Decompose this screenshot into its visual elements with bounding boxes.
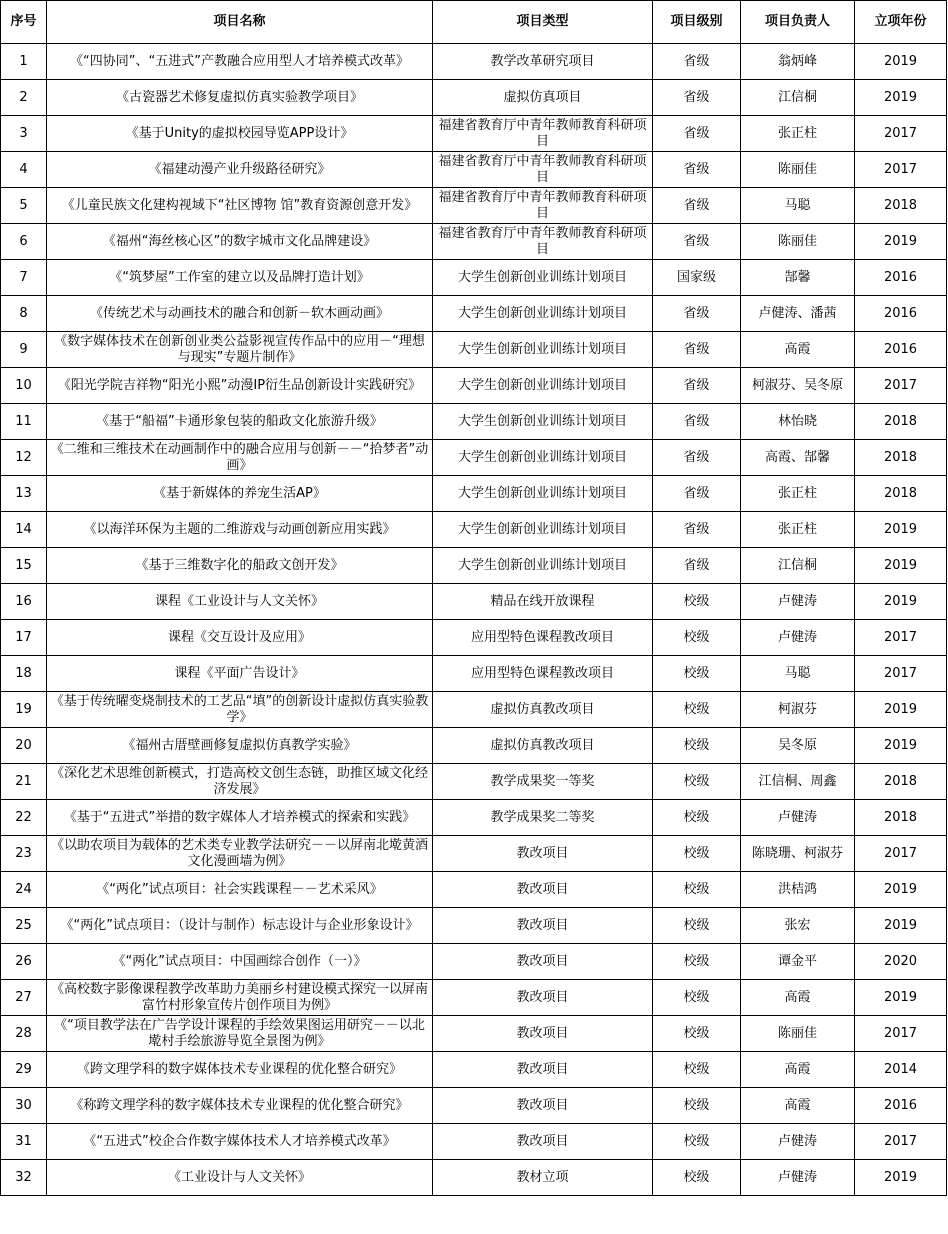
cell-project-level: 校级 (653, 656, 741, 692)
cell-project-type: 福建省教育厅中青年教师教育科研项目 (433, 224, 653, 260)
cell-project-name: 《以助农项目为载体的艺术类专业教学法研究－－以屏南北墘黄酒文化漫画墙为例》 (47, 836, 433, 872)
table-row (1, 764, 947, 800)
cell-project-name: 《阳光学院吉祥物“阳光小熙”动漫IP衍生品创新设计实践研究》 (47, 368, 433, 404)
cell-index: 9 (1, 332, 47, 368)
header-project-name: 项目名称 (47, 1, 433, 44)
cell-project-level: 校级 (653, 1016, 741, 1052)
cell-project-level: 校级 (653, 944, 741, 980)
cell-index: 12 (1, 440, 47, 476)
cell-project-level: 省级 (653, 440, 741, 476)
table-row (1, 1124, 947, 1160)
cell-project-level: 校级 (653, 1052, 741, 1088)
cell-project-name: 《“两化”试点项目：社会实践课程－－艺术采风》 (47, 872, 433, 908)
cell-project-name: 《基于Unity的虚拟校园导览APP设计》 (47, 116, 433, 152)
cell-project-type: 精品在线开放课程 (433, 584, 653, 620)
cell-project-name: 《儿童民族文化建构视域下“社区博物 馆”教育资源创意开发》 (47, 188, 433, 224)
cell-project-name: 课程《交互设计及应用》 (47, 620, 433, 656)
cell-year: 2017 (855, 1124, 947, 1160)
cell-project-lead: 卢健涛 (741, 584, 855, 620)
cell-year: 2019 (855, 692, 947, 728)
table-row (1, 1160, 947, 1196)
cell-year: 2018 (855, 188, 947, 224)
cell-project-level: 校级 (653, 620, 741, 656)
cell-year: 2016 (855, 296, 947, 332)
cell-year: 2019 (855, 980, 947, 1016)
cell-project-type: 大学生创新创业训练计划项目 (433, 404, 653, 440)
cell-index: 20 (1, 728, 47, 764)
cell-project-lead: 高霞 (741, 980, 855, 1016)
cell-project-lead: 卢健涛 (741, 800, 855, 836)
cell-project-type: 福建省教育厅中青年教师教育科研项目 (433, 152, 653, 188)
cell-project-lead: 谭金平 (741, 944, 855, 980)
cell-project-lead: 卢健涛 (741, 1124, 855, 1160)
cell-project-name: 《称跨文理学科的数字媒体技术专业课程的优化整合研究》 (47, 1088, 433, 1124)
cell-project-level: 省级 (653, 368, 741, 404)
cell-project-lead: 卢健涛 (741, 1160, 855, 1196)
cell-index: 32 (1, 1160, 47, 1196)
cell-project-type: 教改项目 (433, 1124, 653, 1160)
cell-project-name: 《以海洋环保为主题的二维游戏与动画创新应用实践》 (47, 512, 433, 548)
cell-project-level: 校级 (653, 908, 741, 944)
cell-index: 2 (1, 80, 47, 116)
cell-project-name: 《“项目教学法在广告学设计课程的手绘效果图运用研究－－以北墘村手绘旅游导览全景图为例》 (47, 1016, 433, 1052)
cell-year: 2019 (855, 584, 947, 620)
cell-project-type: 教材立项 (433, 1160, 653, 1196)
table-row (1, 548, 947, 584)
header-index: 序号 (1, 1, 47, 44)
cell-project-level: 校级 (653, 692, 741, 728)
cell-project-name: 《福建动漫产业升级路径研究》 (47, 152, 433, 188)
cell-project-lead: 张正柱 (741, 476, 855, 512)
cell-year: 2017 (855, 116, 947, 152)
cell-year: 2019 (855, 728, 947, 764)
cell-year: 2017 (855, 152, 947, 188)
table-row (1, 620, 947, 656)
cell-project-level: 校级 (653, 980, 741, 1016)
cell-project-type: 大学生创新创业训练计划项目 (433, 368, 653, 404)
cell-project-type: 教改项目 (433, 944, 653, 980)
cell-index: 17 (1, 620, 47, 656)
cell-index: 22 (1, 800, 47, 836)
cell-project-type: 教改项目 (433, 836, 653, 872)
cell-year: 2019 (855, 548, 947, 584)
cell-year: 2017 (855, 836, 947, 872)
cell-project-type: 教学改革研究项目 (433, 44, 653, 80)
cell-index: 3 (1, 116, 47, 152)
cell-project-lead: 江信桐 (741, 80, 855, 116)
cell-project-name: 《福州古厝壁画修复虚拟仿真教学实验》 (47, 728, 433, 764)
cell-project-name: 《数字媒体技术在创新创业类公益影视宣传作品中的应用－“理想与现实”专题片制作》 (47, 332, 433, 368)
cell-year: 2014 (855, 1052, 947, 1088)
cell-project-lead: 卢健涛 (741, 620, 855, 656)
cell-project-level: 省级 (653, 404, 741, 440)
cell-project-type: 大学生创新创业训练计划项目 (433, 512, 653, 548)
cell-year: 2019 (855, 44, 947, 80)
cell-project-type: 教学成果奖一等奖 (433, 764, 653, 800)
cell-project-name: 《二维和三维技术在动画制作中的融合应用与创新－－“拾梦者”动画》 (47, 440, 433, 476)
cell-project-level: 校级 (653, 584, 741, 620)
cell-project-lead: 郜馨 (741, 260, 855, 296)
cell-project-type: 福建省教育厅中青年教师教育科研项目 (433, 188, 653, 224)
cell-project-lead: 张正柱 (741, 512, 855, 548)
table-row (1, 44, 947, 80)
cell-index: 25 (1, 908, 47, 944)
table-row (1, 800, 947, 836)
table-row (1, 1088, 947, 1124)
cell-project-level: 校级 (653, 1124, 741, 1160)
table-row (1, 692, 947, 728)
table-row (1, 980, 947, 1016)
table-row (1, 152, 947, 188)
table-row (1, 656, 947, 692)
cell-project-lead: 林怡晓 (741, 404, 855, 440)
cell-project-type: 大学生创新创业训练计划项目 (433, 296, 653, 332)
cell-project-lead: 马聪 (741, 188, 855, 224)
table-row (1, 1052, 947, 1088)
cell-project-level: 省级 (653, 44, 741, 80)
cell-project-lead: 陈丽佳 (741, 152, 855, 188)
cell-project-lead: 陈丽佳 (741, 224, 855, 260)
cell-project-type: 福建省教育厅中青年教师教育科研项目 (433, 116, 653, 152)
cell-year: 2018 (855, 800, 947, 836)
cell-project-lead: 高霞、郜馨 (741, 440, 855, 476)
cell-index: 11 (1, 404, 47, 440)
cell-index: 21 (1, 764, 47, 800)
cell-year: 2019 (855, 80, 947, 116)
cell-project-name: 《“四协同”、“五进式”产教融合应用型人才培养模式改革》 (47, 44, 433, 80)
table-row (1, 728, 947, 764)
cell-project-level: 国家级 (653, 260, 741, 296)
cell-project-name: 《工业设计与人文关怀》 (47, 1160, 433, 1196)
cell-index: 6 (1, 224, 47, 260)
table-row (1, 944, 947, 980)
cell-year: 2019 (855, 872, 947, 908)
cell-project-name: 《高校数字影像课程教学改革助力美丽乡村建设模式探究一以屏南富竹村形象宣传片创作项目为例》 (47, 980, 433, 1016)
cell-project-name: 《基于传统曜变烧制技术的工艺品“填”的创新设计虚拟仿真实验教学》 (47, 692, 433, 728)
cell-project-lead: 张宏 (741, 908, 855, 944)
header-project-level: 项目级别 (653, 1, 741, 44)
table-row (1, 116, 947, 152)
cell-index: 13 (1, 476, 47, 512)
cell-year: 2017 (855, 1016, 947, 1052)
table-row (1, 476, 947, 512)
cell-project-type: 大学生创新创业训练计划项目 (433, 548, 653, 584)
cell-project-name: 《深化艺术思维创新模式，打造高校文创生态链，助推区域文化经济发展》 (47, 764, 433, 800)
table-row (1, 332, 947, 368)
cell-project-level: 省级 (653, 512, 741, 548)
cell-year: 2018 (855, 476, 947, 512)
cell-project-name: 《基于“船福”卡通形象包装的船政文化旅游升级》 (47, 404, 433, 440)
table-row (1, 512, 947, 548)
cell-project-type: 教改项目 (433, 1088, 653, 1124)
cell-project-type: 教改项目 (433, 872, 653, 908)
table-row (1, 404, 947, 440)
cell-project-level: 省级 (653, 152, 741, 188)
cell-project-lead: 高霞 (741, 1088, 855, 1124)
cell-year: 2016 (855, 332, 947, 368)
table-row (1, 260, 947, 296)
cell-project-name: 《跨文理学科的数字媒体技术专业课程的优化整合研究》 (47, 1052, 433, 1088)
cell-year: 2020 (855, 944, 947, 980)
cell-project-level: 省级 (653, 296, 741, 332)
header-year: 立项年份 (855, 1, 947, 44)
cell-year: 2018 (855, 404, 947, 440)
cell-project-level: 校级 (653, 764, 741, 800)
header-project-type: 项目类型 (433, 1, 653, 44)
header-row (1, 1, 947, 44)
cell-project-type: 虚拟仿真项目 (433, 80, 653, 116)
table-row (1, 80, 947, 116)
cell-project-lead: 翁炳峰 (741, 44, 855, 80)
cell-project-name: 《“筑梦屋”工作室的建立以及品牌打造计划》 (47, 260, 433, 296)
cell-year: 2016 (855, 260, 947, 296)
cell-project-type: 教改项目 (433, 1016, 653, 1052)
cell-project-name: 《福州“海丝核心区”的数字城市文化品牌建设》 (47, 224, 433, 260)
cell-project-level: 校级 (653, 1088, 741, 1124)
table-row (1, 296, 947, 332)
table-row (1, 1016, 947, 1052)
table-row (1, 440, 947, 476)
cell-index: 8 (1, 296, 47, 332)
cell-project-level: 省级 (653, 80, 741, 116)
cell-index: 30 (1, 1088, 47, 1124)
cell-project-type: 大学生创新创业训练计划项目 (433, 440, 653, 476)
cell-project-name: 《古瓷器艺术修复虚拟仿真实验教学项目》 (47, 80, 433, 116)
cell-index: 15 (1, 548, 47, 584)
cell-year: 2018 (855, 764, 947, 800)
cell-project-type: 应用型特色课程教改项目 (433, 656, 653, 692)
cell-project-level: 省级 (653, 116, 741, 152)
cell-project-lead: 陈丽佳 (741, 1016, 855, 1052)
table-row (1, 908, 947, 944)
cell-index: 14 (1, 512, 47, 548)
cell-project-lead: 高霞 (741, 1052, 855, 1088)
cell-project-type: 教学成果奖二等奖 (433, 800, 653, 836)
cell-year: 2017 (855, 368, 947, 404)
cell-year: 2019 (855, 908, 947, 944)
cell-project-lead: 洪桔鸿 (741, 872, 855, 908)
cell-index: 27 (1, 980, 47, 1016)
cell-project-type: 大学生创新创业训练计划项目 (433, 332, 653, 368)
cell-project-lead: 吴冬原 (741, 728, 855, 764)
header-project-lead: 项目负责人 (741, 1, 855, 44)
cell-index: 7 (1, 260, 47, 296)
cell-index: 16 (1, 584, 47, 620)
cell-project-type: 教改项目 (433, 908, 653, 944)
cell-project-level: 省级 (653, 476, 741, 512)
cell-index: 1 (1, 44, 47, 80)
cell-index: 4 (1, 152, 47, 188)
cell-project-name: 《“两化”试点项目：中国画综合创作（一）》 (47, 944, 433, 980)
table-row (1, 584, 947, 620)
cell-project-lead: 江信桐 (741, 548, 855, 584)
cell-project-level: 校级 (653, 872, 741, 908)
cell-index: 18 (1, 656, 47, 692)
cell-year: 2018 (855, 440, 947, 476)
cell-project-name: 课程《平面广告设计》 (47, 656, 433, 692)
cell-index: 28 (1, 1016, 47, 1052)
cell-project-name: 课程《工业设计与人文关怀》 (47, 584, 433, 620)
cell-project-name: 《“五进式”校企合作数字媒体技术人才培养模式改革》 (47, 1124, 433, 1160)
cell-project-name: 《基于新媒体的养宠生活AP》 (47, 476, 433, 512)
cell-project-type: 大学生创新创业训练计划项目 (433, 260, 653, 296)
cell-project-type: 虚拟仿真教改项目 (433, 728, 653, 764)
cell-project-lead: 卢健涛、潘茜 (741, 296, 855, 332)
cell-project-level: 省级 (653, 224, 741, 260)
cell-index: 26 (1, 944, 47, 980)
cell-index: 10 (1, 368, 47, 404)
cell-index: 19 (1, 692, 47, 728)
table-row (1, 872, 947, 908)
cell-year: 2017 (855, 656, 947, 692)
cell-index: 23 (1, 836, 47, 872)
cell-project-name: 《传统艺术与动画技术的融合和创新－软木画动画》 (47, 296, 433, 332)
cell-year: 2019 (855, 224, 947, 260)
table-row (1, 188, 947, 224)
cell-project-type: 教改项目 (433, 980, 653, 1016)
cell-index: 29 (1, 1052, 47, 1088)
cell-year: 2019 (855, 1160, 947, 1196)
cell-project-lead: 陈晓珊、柯淑芬 (741, 836, 855, 872)
cell-project-name: 《基于“五进式”举措的数字媒体人才培养模式的探索和实践》 (47, 800, 433, 836)
cell-year: 2017 (855, 620, 947, 656)
cell-project-name: 《“两化”试点项目：（设计与制作）标志设计与企业形象设计》 (47, 908, 433, 944)
table-body (1, 44, 947, 1196)
cell-project-lead: 马聪 (741, 656, 855, 692)
cell-project-lead: 江信桐、周鑫 (741, 764, 855, 800)
table-row (1, 368, 947, 404)
cell-project-level: 省级 (653, 332, 741, 368)
cell-project-type: 应用型特色课程教改项目 (433, 620, 653, 656)
cell-project-level: 省级 (653, 548, 741, 584)
cell-year: 2016 (855, 1088, 947, 1124)
cell-year: 2019 (855, 512, 947, 548)
cell-index: 24 (1, 872, 47, 908)
cell-project-level: 校级 (653, 836, 741, 872)
cell-index: 31 (1, 1124, 47, 1160)
table-row (1, 836, 947, 872)
cell-project-level: 校级 (653, 800, 741, 836)
cell-project-type: 虚拟仿真教改项目 (433, 692, 653, 728)
cell-project-lead: 张正柱 (741, 116, 855, 152)
cell-project-lead: 柯淑芬、吴冬原 (741, 368, 855, 404)
cell-index: 5 (1, 188, 47, 224)
cell-project-level: 校级 (653, 1160, 741, 1196)
cell-project-level: 省级 (653, 188, 741, 224)
table-row (1, 224, 947, 260)
cell-project-lead: 柯淑芬 (741, 692, 855, 728)
cell-project-type: 大学生创新创业训练计划项目 (433, 476, 653, 512)
cell-project-type: 教改项目 (433, 1052, 653, 1088)
cell-project-lead: 高霞 (741, 332, 855, 368)
cell-project-name: 《基于三维数字化的船政文创开发》 (47, 548, 433, 584)
cell-project-level: 校级 (653, 728, 741, 764)
